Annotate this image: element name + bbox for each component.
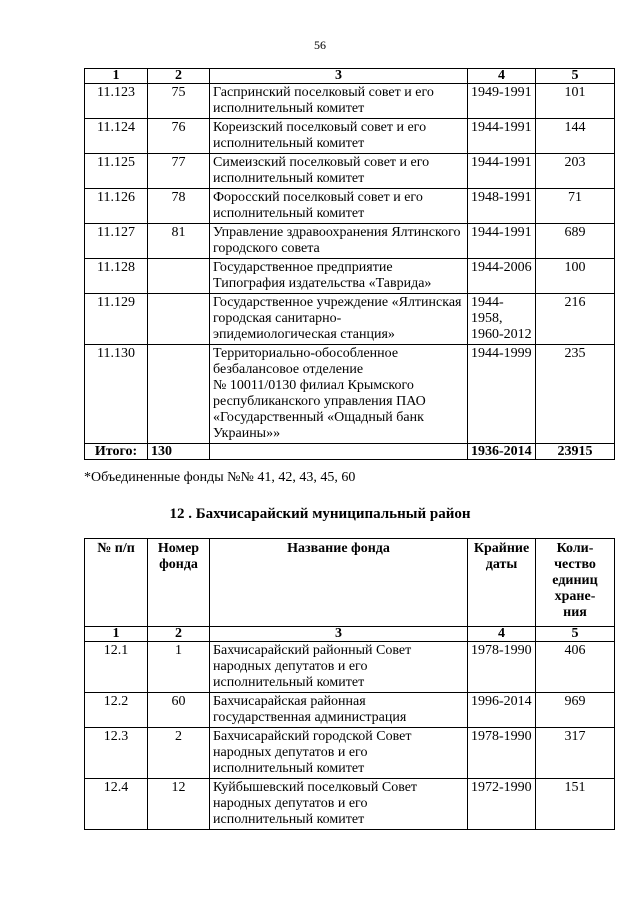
total-date-range: 1936-2014 <box>468 444 536 460</box>
storage-units: 235 <box>536 345 615 444</box>
fund-name: Куйбышевский поселковый Совет народных депутатов и его исполнительный комитет <box>210 779 468 830</box>
storage-units: 216 <box>536 294 615 345</box>
fund-name: Форосский поселковый совет и его исполнительный комитет <box>210 189 468 224</box>
table-row <box>85 189 615 224</box>
footnote: *Объединенные фонды №№ 41, 42, 43, 45, 60 <box>84 470 356 485</box>
column-number: 4 <box>468 69 536 84</box>
fund-number: 75 <box>148 84 210 119</box>
date-range: 1944-1991 <box>468 224 536 259</box>
column-number: 2 <box>148 69 210 84</box>
row-index: 12.3 <box>85 728 148 779</box>
storage-units: 969 <box>536 693 615 728</box>
storage-units: 689 <box>536 224 615 259</box>
fund-number: 81 <box>148 224 210 259</box>
table-row <box>85 154 615 189</box>
row-index: 11.125 <box>85 154 148 189</box>
table-row <box>85 728 615 779</box>
table-row <box>85 642 615 693</box>
row-index: 11.123 <box>85 84 148 119</box>
row-index: 11.130 <box>85 345 148 444</box>
date-range: 1978-1990 <box>468 728 536 779</box>
table-row <box>85 294 615 345</box>
row-index: 12.1 <box>85 642 148 693</box>
table-row <box>85 345 615 444</box>
fund-number: 12 <box>148 779 210 830</box>
total-units: 23915 <box>536 444 615 460</box>
fund-number <box>148 294 210 345</box>
column-number: 3 <box>210 627 468 642</box>
fund-number <box>148 345 210 444</box>
header-units: Коли- чество единиц хране- ния <box>536 539 615 627</box>
storage-units: 144 <box>536 119 615 154</box>
table-row <box>85 779 615 830</box>
fonds-table-bakhchisaray <box>84 538 615 830</box>
column-number: 1 <box>85 627 148 642</box>
row-index: 11.126 <box>85 189 148 224</box>
date-range: 1944-1999 <box>468 345 536 444</box>
storage-units: 317 <box>536 728 615 779</box>
total-row <box>85 444 615 460</box>
table-row <box>85 693 615 728</box>
fund-number: 60 <box>148 693 210 728</box>
date-range: 1944-1991 <box>468 119 536 154</box>
storage-units: 203 <box>536 154 615 189</box>
table-row <box>85 259 615 294</box>
table-row <box>85 84 615 119</box>
row-index: 11.127 <box>85 224 148 259</box>
date-range: 1972-1990 <box>468 779 536 830</box>
column-number: 5 <box>536 69 615 84</box>
header-row <box>85 539 615 627</box>
storage-units: 71 <box>536 189 615 224</box>
fund-name: Гаспринский поселковый совет и его исполнительный комитет <box>210 84 468 119</box>
fund-name: Государственное предприятие Типография издательства «Таврида» <box>210 259 468 294</box>
page-number: 56 <box>314 38 326 52</box>
fund-number: 1 <box>148 642 210 693</box>
storage-units: 151 <box>536 779 615 830</box>
date-range: 1978-1990 <box>468 642 536 693</box>
fund-number <box>148 259 210 294</box>
date-range: 1948-1991 <box>468 189 536 224</box>
row-index: 11.129 <box>85 294 148 345</box>
header-index: № п/п <box>85 539 148 627</box>
header-fund-number: Номер фонда <box>148 539 210 627</box>
header-fund-name: Название фонда <box>210 539 468 627</box>
date-range: 1996-2014 <box>468 693 536 728</box>
column-number: 1 <box>85 69 148 84</box>
total-fund-count: 130 <box>148 444 210 460</box>
column-number: 3 <box>210 69 468 84</box>
fund-number: 78 <box>148 189 210 224</box>
total-label: Итого: <box>85 444 148 460</box>
table-row <box>85 224 615 259</box>
row-index: 11.124 <box>85 119 148 154</box>
fund-name: Управление здравоохранения Ялтинского городского совета <box>210 224 468 259</box>
row-index: 12.4 <box>85 779 148 830</box>
column-number: 5 <box>536 627 615 642</box>
fund-name: Бахчисарайский районный Совет народных депутатов и его исполнительный комитет <box>210 642 468 693</box>
date-range: 1944-1958, 1960-2012 <box>468 294 536 345</box>
storage-units: 406 <box>536 642 615 693</box>
fund-name: Бахчисарайский городской Совет народных депутатов и его исполнительный комитет <box>210 728 468 779</box>
date-range: 1944-2006 <box>468 259 536 294</box>
storage-units: 101 <box>536 84 615 119</box>
fund-name: Кореизский поселковый совет и его исполнительный комитет <box>210 119 468 154</box>
fund-number: 2 <box>148 728 210 779</box>
date-range: 1949-1991 <box>468 84 536 119</box>
column-number: 2 <box>148 627 210 642</box>
column-number: 4 <box>468 627 536 642</box>
fund-name: Симеизский поселковый совет и его исполнительный комитет <box>210 154 468 189</box>
fund-number: 76 <box>148 119 210 154</box>
date-range: 1944-1991 <box>468 154 536 189</box>
row-index: 12.2 <box>85 693 148 728</box>
fund-name: Бахчисарайская районная государственная администрация <box>210 693 468 728</box>
fund-name: Территориально-обособленное безбалансовое отделение № 10011/0130 филиал Крымского республиканского управления ПАО «Государственный «Ощадный банк Украины»» <box>210 345 468 444</box>
header-dates: Крайние даты <box>468 539 536 627</box>
storage-units: 100 <box>536 259 615 294</box>
table-row <box>85 119 615 154</box>
fund-name: Государственное учреждение «Ялтинская городская санитарно-эпидемиологическая станция» <box>210 294 468 345</box>
fund-number: 77 <box>148 154 210 189</box>
fonds-table-yalta <box>84 68 615 460</box>
total-name <box>210 444 468 460</box>
section-title: 12 . Бахчисарайский муниципальный район <box>169 506 471 522</box>
column-number-row <box>85 69 615 84</box>
column-number-row <box>85 627 615 642</box>
row-index: 11.128 <box>85 259 148 294</box>
